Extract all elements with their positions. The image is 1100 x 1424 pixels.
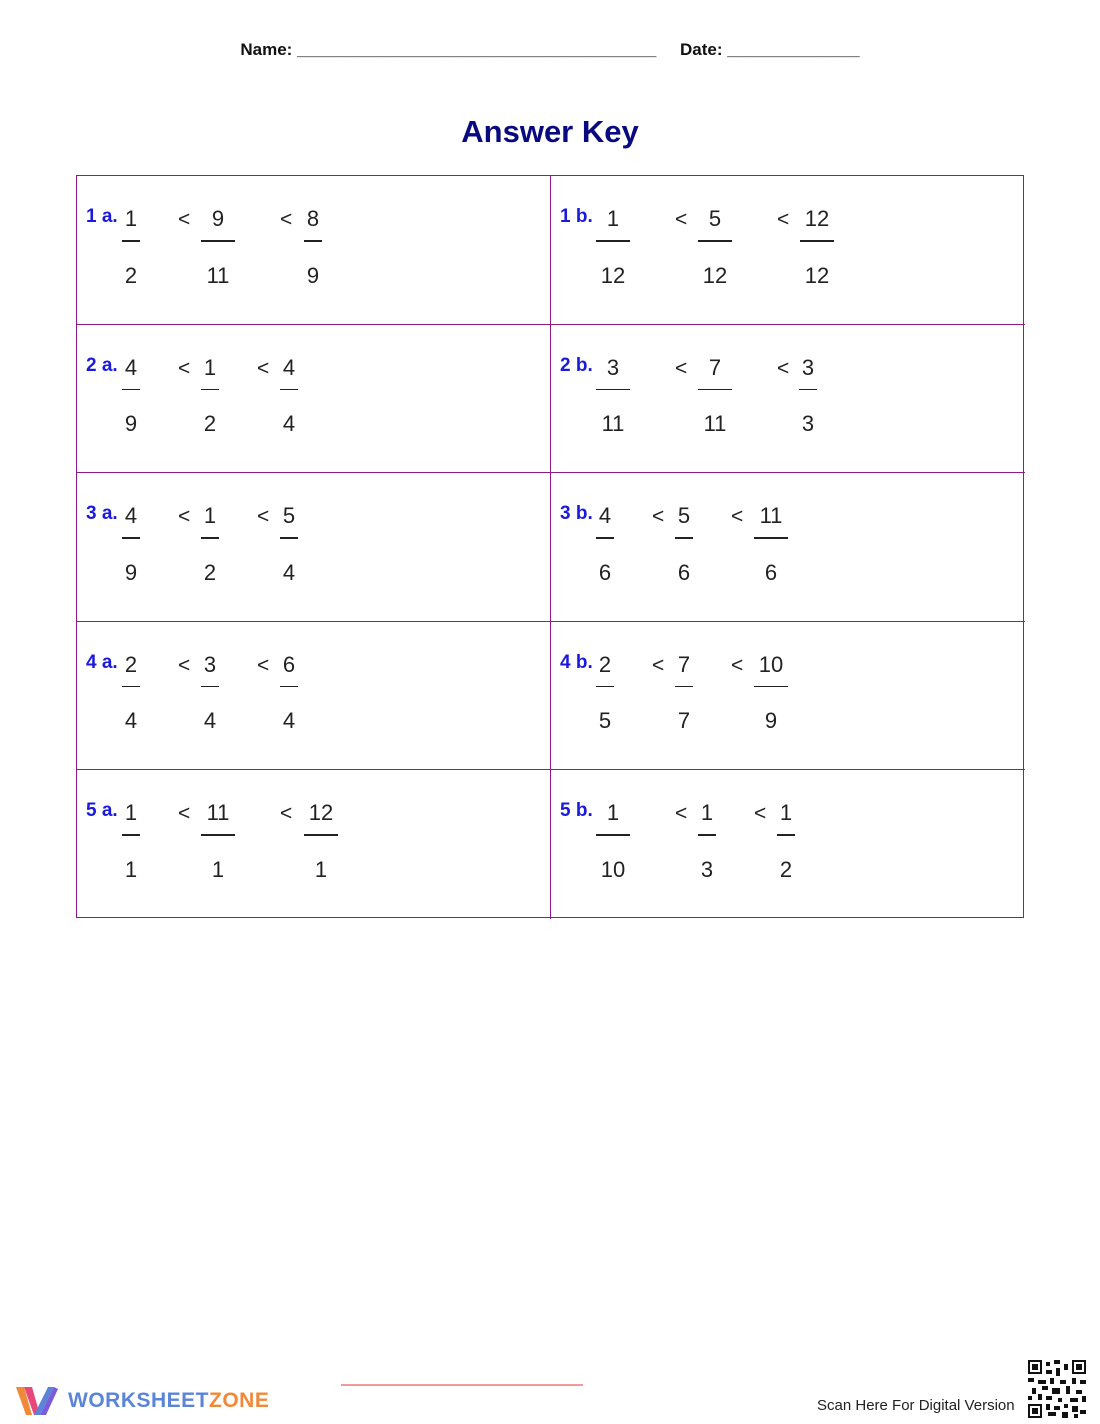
numerator: 11 <box>206 800 230 826</box>
less-than-sign: < <box>754 802 767 826</box>
fraction-bar <box>122 389 140 391</box>
fraction-bar <box>596 686 614 688</box>
problem-label: 1 b. <box>560 206 593 227</box>
fraction-bar <box>596 389 630 391</box>
fraction <box>187 652 233 735</box>
problem-cell <box>77 176 551 325</box>
denominator: 5 <box>598 708 612 734</box>
less-than-sign: < <box>731 653 744 677</box>
problem-label: 3 b. <box>560 503 593 525</box>
problem-label: 4 a. <box>86 651 118 673</box>
fraction <box>763 800 809 883</box>
fraction <box>582 503 628 586</box>
numerator: 4 <box>598 503 612 529</box>
fraction <box>187 355 233 438</box>
denominator: 4 <box>282 411 296 437</box>
denominator: 9 <box>124 411 138 437</box>
numerator: 6 <box>282 651 296 677</box>
fraction <box>266 503 312 586</box>
denominator: 11 <box>703 411 727 437</box>
problem-cell <box>551 622 1025 771</box>
numerator: 1 <box>606 800 620 826</box>
less-than-sign: < <box>280 208 293 231</box>
numerator: 5 <box>282 503 296 529</box>
problem-cell <box>551 473 1025 622</box>
numerator: 1 <box>203 354 217 380</box>
numerator: 12 <box>804 206 830 231</box>
qr-code-icon[interactable] <box>1028 1360 1086 1418</box>
denominator: 2 <box>124 262 138 288</box>
less-than-sign: < <box>178 802 191 826</box>
numerator: 11 <box>759 503 783 529</box>
numerator: 1 <box>779 800 793 826</box>
denominator: 4 <box>124 708 138 734</box>
denominator: 3 <box>700 856 714 882</box>
fraction-bar <box>280 537 298 539</box>
numerator: 9 <box>211 206 225 231</box>
footer-divider <box>341 1384 583 1386</box>
problem-cell <box>77 622 551 771</box>
problem-label: 1 a. <box>86 206 118 227</box>
numerator: 7 <box>708 354 722 380</box>
fraction <box>195 206 241 289</box>
numerator: 8 <box>306 206 320 231</box>
denominator: 9 <box>124 559 138 585</box>
problem-grid <box>76 175 1024 918</box>
fraction-bar <box>304 240 322 242</box>
fraction <box>187 503 233 586</box>
scan-text: Scan Here For Digital Version <box>817 1397 1015 1414</box>
denominator: 12 <box>804 262 830 288</box>
less-than-sign: < <box>257 653 270 677</box>
fraction-bar <box>754 686 788 688</box>
denominator: 10 <box>600 856 626 882</box>
fraction <box>661 652 707 735</box>
numerator: 4 <box>124 354 138 380</box>
numerator: 3 <box>801 354 815 380</box>
fraction <box>108 503 154 586</box>
fraction <box>692 355 738 438</box>
fraction-bar <box>201 537 219 539</box>
numerator: 2 <box>598 651 612 677</box>
fraction-bar <box>596 537 614 539</box>
fraction <box>266 355 312 438</box>
fraction-bar <box>122 686 140 688</box>
denominator: 1 <box>211 856 225 882</box>
denominator: 11 <box>601 411 625 437</box>
numerator: 3 <box>203 651 217 677</box>
fraction <box>590 800 636 883</box>
less-than-sign: < <box>777 208 790 231</box>
date-label: Date: <box>680 40 723 59</box>
less-than-sign: < <box>675 802 688 826</box>
less-than-sign: < <box>178 208 191 231</box>
numerator: 7 <box>677 651 691 677</box>
numerator: 12 <box>308 800 334 826</box>
problem-label: 3 a. <box>86 503 118 525</box>
fraction <box>748 503 794 586</box>
problem-cell <box>77 770 551 919</box>
fraction-bar <box>698 834 716 836</box>
numerator: 5 <box>677 503 691 529</box>
fraction-bar <box>122 834 140 836</box>
less-than-sign: < <box>777 356 790 380</box>
problem-label: 2 a. <box>86 354 118 376</box>
problem-cell <box>551 176 1025 325</box>
fraction-bar <box>596 834 630 836</box>
fraction-bar <box>754 537 788 539</box>
fraction-bar <box>777 834 795 836</box>
denominator: 2 <box>779 856 793 882</box>
problem-label: 4 b. <box>560 651 593 673</box>
less-than-sign: < <box>257 356 270 380</box>
fraction-bar <box>201 389 219 391</box>
fraction <box>108 206 154 289</box>
fraction-bar <box>280 389 298 391</box>
fraction-bar <box>698 389 732 391</box>
less-than-sign: < <box>675 356 688 380</box>
fraction <box>298 800 344 883</box>
less-than-sign: < <box>675 208 688 231</box>
fraction-bar <box>304 834 338 836</box>
less-than-sign: < <box>178 505 191 529</box>
fraction-bar <box>122 537 140 539</box>
fraction <box>684 800 730 883</box>
numerator: 1 <box>124 800 138 826</box>
fraction <box>108 355 154 438</box>
problem-cell <box>551 770 1025 919</box>
numerator: 1 <box>203 503 217 529</box>
less-than-sign: < <box>280 802 293 826</box>
less-than-sign: < <box>652 505 665 529</box>
numerator: 10 <box>758 651 784 677</box>
denominator: 7 <box>677 708 691 734</box>
worksheetzone-logo <box>14 1384 269 1418</box>
fraction <box>794 206 840 289</box>
denominator: 2 <box>203 411 217 437</box>
problem-label: 2 b. <box>560 354 593 376</box>
fraction-bar <box>800 240 834 242</box>
fraction-bar <box>280 686 298 688</box>
fraction-bar <box>201 834 235 836</box>
numerator: 4 <box>124 503 138 529</box>
denominator: 4 <box>282 559 296 585</box>
name-label: Name: <box>240 40 293 59</box>
fraction <box>108 800 154 883</box>
fraction-bar <box>675 686 693 688</box>
fraction-bar <box>201 686 219 688</box>
numerator: 1 <box>606 206 620 231</box>
problem-cell <box>551 325 1025 474</box>
fraction <box>748 652 794 735</box>
less-than-sign: < <box>731 505 744 529</box>
fraction-bar <box>122 240 140 242</box>
denominator: 6 <box>764 559 778 585</box>
problem-label: 5 b. <box>560 800 593 822</box>
denominator: 6 <box>677 559 691 585</box>
fraction <box>266 652 312 735</box>
fraction <box>195 800 241 883</box>
fraction <box>290 206 336 289</box>
problem-label: 5 a. <box>86 800 118 822</box>
numerator: 1 <box>124 206 138 231</box>
denominator: 12 <box>600 262 626 288</box>
fraction-bar <box>596 240 630 242</box>
problem-cell <box>77 325 551 474</box>
fraction <box>590 355 636 438</box>
numerator: 1 <box>700 800 714 826</box>
name-line[interactable]: ______________________________________ <box>297 40 657 59</box>
denominator: 1 <box>124 856 138 882</box>
denominator: 3 <box>801 411 815 437</box>
fraction-bar <box>799 389 817 391</box>
fraction <box>582 652 628 735</box>
logo-text: WORKSHEETZONE <box>68 1389 270 1412</box>
less-than-sign: < <box>178 653 191 677</box>
denominator: 12 <box>702 262 728 288</box>
numerator: 4 <box>282 354 296 380</box>
problem-cell <box>77 473 551 622</box>
numerator: 2 <box>124 651 138 677</box>
fraction <box>692 206 738 289</box>
denominator: 9 <box>764 708 778 734</box>
fraction <box>590 206 636 289</box>
fraction-bar <box>201 240 235 242</box>
numerator: 3 <box>606 354 620 380</box>
worksheetzone-w-icon <box>14 1384 60 1418</box>
fraction-bar <box>698 240 732 242</box>
denominator: 6 <box>598 559 612 585</box>
page-title: Answer Key <box>461 114 639 149</box>
denominator: 1 <box>314 856 328 882</box>
fraction <box>785 355 831 438</box>
denominator: 11 <box>206 262 230 288</box>
fraction-bar <box>675 537 693 539</box>
denominator: 4 <box>203 708 217 734</box>
date-line[interactable]: ______________ <box>727 40 860 59</box>
fraction <box>108 652 154 735</box>
fraction <box>661 503 707 586</box>
numerator: 5 <box>708 206 722 231</box>
denominator: 9 <box>306 262 320 288</box>
less-than-sign: < <box>178 356 191 380</box>
denominator: 2 <box>203 559 217 585</box>
denominator: 4 <box>282 708 296 734</box>
less-than-sign: < <box>652 653 665 677</box>
less-than-sign: < <box>257 505 270 529</box>
header <box>0 40 1100 60</box>
